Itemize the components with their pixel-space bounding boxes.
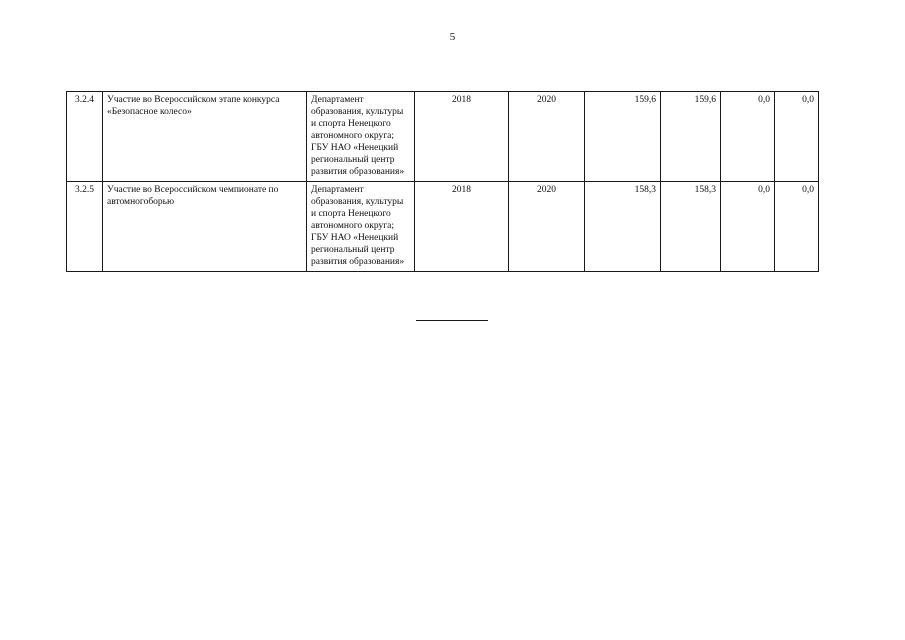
program-activities-table: [66, 91, 819, 272]
executor-line: региональный центр: [311, 245, 395, 255]
end-year: 2020: [509, 182, 585, 272]
regional-amount: 159,6: [661, 92, 721, 182]
table-row: [67, 92, 819, 182]
executor-line: образования, культуры: [311, 197, 404, 207]
executor-line: Департамент: [311, 95, 364, 105]
activity-title: Участие во Всероссийском чемпионате по автомногоборью: [103, 182, 307, 272]
other-amount: 0,0: [775, 92, 819, 182]
executor-cell: [307, 182, 415, 272]
executor-line: автономного округа;: [311, 221, 395, 231]
executor-line: ГБУ НАО «Ненецкий: [311, 143, 399, 153]
executor-line: Департамент: [311, 185, 364, 195]
start-year: 2018: [415, 182, 509, 272]
table-row: [67, 182, 819, 272]
executor-line: региональный центр: [311, 155, 395, 165]
row-id: 3.2.4: [67, 92, 103, 182]
page-number: 5: [449, 31, 456, 43]
total-amount: 158,3: [585, 182, 661, 272]
executor-line: развития образования»: [311, 167, 405, 177]
activity-title: Участие во Всероссийском этапе конкурса «Безопасное колесо»: [103, 92, 307, 182]
end-year: 2020: [509, 92, 585, 182]
federal-amount: 0,0: [721, 182, 775, 272]
executor-line: автономного округа;: [311, 131, 395, 141]
total-amount: 159,6: [585, 92, 661, 182]
executor-line: ГБУ НАО «Ненецкий: [311, 233, 399, 243]
start-year: 2018: [415, 92, 509, 182]
end-separator-line: [416, 320, 488, 321]
row-id: 3.2.5: [67, 182, 103, 272]
other-amount: 0,0: [775, 182, 819, 272]
federal-amount: 0,0: [721, 92, 775, 182]
executor-line: и спорта Ненецкого: [311, 119, 391, 129]
executor-line: и спорта Ненецкого: [311, 209, 391, 219]
regional-amount: 158,3: [661, 182, 721, 272]
executor-cell: [307, 92, 415, 182]
executor-line: развития образования»: [311, 257, 405, 267]
executor-line: образования, культуры: [311, 107, 404, 117]
